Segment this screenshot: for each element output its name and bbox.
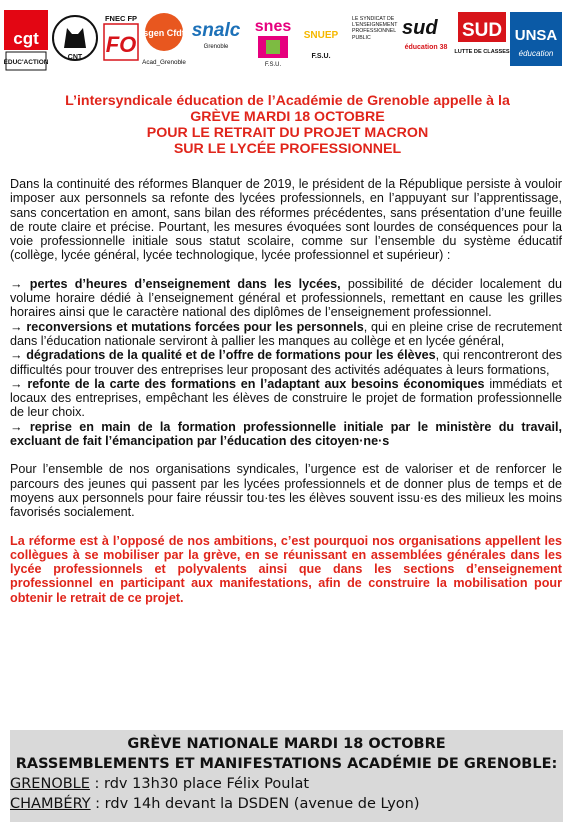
union-logos-banner <box>0 0 575 76</box>
unsa-education-logo <box>510 12 562 66</box>
point-3-bold: → dégradations de la qualité et de l’offre de formations pour les élèves <box>10 348 436 363</box>
headline-line-2: GRÈVE MARDI 18 OCTOBRE <box>190 109 385 125</box>
call-to-action-paragraph: La réforme est à l’opposé de nos ambitions, c’est pourquoi nos organisations appellent les collègues à se mobiliser par la grève, en se réunissant en assemblées générales dans les lycée professionnels et polyvalents ainsi que dans les sections d’enseignement professionnel en participant aux manifestations, afin de construire la mobilisation pour obtenir le retrait de ce projet. <box>10 533 562 605</box>
snuep-fsu-logo <box>300 12 342 68</box>
snes-logo-text: snes <box>254 18 292 35</box>
chambery-city: CHAMBÉRY <box>10 796 91 812</box>
point-4 <box>10 377 562 420</box>
point-2-text: , qui en pleine crise de recrutement dans l’éducation nationale serviront à pallier les manques au collège et en lycée général, <box>10 319 562 348</box>
snalc-logo-sub: Grenoble <box>203 44 229 50</box>
point-4-text: immédiats et locaux des entreprises, empêchant les élèves de construire le projet de formation professionnelle de leur choix. <box>10 376 563 420</box>
tract-body <box>10 177 562 605</box>
cgt-educaction-logo <box>4 10 48 72</box>
grenoble-detail: : rdv 13h30 place Félix Poulat <box>89 776 310 792</box>
grenoble-meeting <box>10 774 563 794</box>
sud38-logo-text: sud <box>402 17 438 39</box>
cgt-logo-sub: ÉDUC'ACTION <box>3 59 49 66</box>
chambery-detail: : rdv 14h devant la DSDEN (avenue de Lyon) <box>90 796 420 812</box>
unsa-logo-sub: éducation <box>518 49 554 58</box>
point-1-bold: → pertes d’heures d’enseignement dans les lycées, <box>10 276 341 291</box>
cgt-logo-text: cgt <box>13 29 39 48</box>
intro-paragraph: Dans la continuité des réformes Blanquer de 2019, le président de la République persiste à vouloir imposer aux personnels sa refonte des lycées professionnels, en l’appuyant sur l’apprentissage, sans concertation en amont, sans bilan des réformes précédentes, sans présentation d’une feuille de route claire et précise. Pourtant, les mesures évoquées sont lourdes de conséquences pour la voie professionnelle initiale sous statut scolaire, comme sur l’ensemble du système éducatif (collège, lycée général, lycée technologique, lycée professionnel et supérieur) : <box>10 177 562 263</box>
snalc-logo-text: snalc <box>191 20 241 41</box>
sgen-logo-text: sgen Cfdt <box>143 28 185 38</box>
cnt-logo-text: CNT <box>67 54 83 61</box>
point-2-bold: → reconversions et mutations forcées pour les personnels <box>10 319 364 334</box>
second-paragraph: Pour l’ensemble de nos organisations syndicales, l’urgence est de valoriser et de renforcer le parcours des jeunes qui passent par les lycées professionnels et de donner plus de temps et de moyens aux personnels pour faire réussir tou·tes les élèves souvent issu·es des milieux les moins favorisés socialement. <box>10 462 562 520</box>
strike-box-subtitle: RASSEMBLEMENTS ET MANIFESTATIONS ACADÉMIE DE GRENOBLE: <box>15 756 558 772</box>
headline-line-4: SUR LE LYCÉE PROFESSIONNEL <box>173 141 402 157</box>
snes-fsu-logo <box>248 14 298 68</box>
grenoble-city: GRENOBLE <box>10 776 90 792</box>
syndicat-enseignement-professionnel-logo <box>352 16 396 50</box>
sgen-cfdt-logo <box>143 12 185 70</box>
sud-lutte-logo-text: SUD <box>461 20 503 41</box>
fo-logo-sub: FNEC FP <box>104 14 138 23</box>
fnec-fp-fo-logo <box>101 12 141 62</box>
snuep-logo-sub: F.S.U. <box>311 53 331 60</box>
sgen-logo-sub: Acad_Grenoble <box>142 59 186 66</box>
snalc-logo <box>188 14 244 60</box>
cnt-black-cat-logo <box>52 12 98 64</box>
sud-lutte-logo-sub: LUTTE DE CLASSES <box>454 49 510 55</box>
sud-education-38-logo <box>398 12 454 58</box>
point-1-text: possibilité de décider localement du volume horaire dédié à l’enseignement général et professionnels, remettant en cause les grilles horaires ainsi que le caractère national des diplômes de l’enseignement professionnel. <box>10 276 562 320</box>
point-4-bold: → refonte de la carte des formations en l’adaptant aux besoins économiques <box>10 376 485 391</box>
strike-box-title: GRÈVE NATIONALE MARDI 18 OCTOBRE <box>127 736 446 752</box>
chambery-meeting <box>10 794 563 814</box>
snes-logo-sub: F.S.U. <box>264 62 282 68</box>
point-1 <box>10 277 562 320</box>
point-5-bold: → reprise en main de la formation professionnelle initiale par le ministère du travail, excluant de fait l’émancipation par l’éducation des citoyen·ne·s <box>10 419 562 449</box>
point-3 <box>10 348 562 377</box>
sud38-logo-sub: éducation 38 <box>404 44 448 51</box>
snuep-logo-text: SNUEP <box>303 30 339 41</box>
sud-lutte-de-classes-logo <box>454 12 510 58</box>
unsa-logo-text: UNSA <box>514 27 558 44</box>
headline-line-3: POUR LE RETRAIT DU PROJET MACRON <box>146 125 429 141</box>
point-2 <box>10 320 562 349</box>
point-3-text: , qui rencontreront des difficultés pour trouver des entreprises leur proposant des activités adéquates à leurs formations, <box>10 348 562 377</box>
fo-logo-text: FO <box>105 32 137 57</box>
headline <box>20 93 555 157</box>
point-5 <box>10 420 562 449</box>
headline-line-1: L’intersyndicale éducation de l’Académie de Grenoble appelle à la <box>65 93 510 109</box>
syndicat-enseignement-logo-text: LE SYNDICAT DE L'ENSEIGNEMENT PROFESSIONNEL PUBLIC <box>352 16 398 41</box>
strike-info-box <box>10 730 563 822</box>
